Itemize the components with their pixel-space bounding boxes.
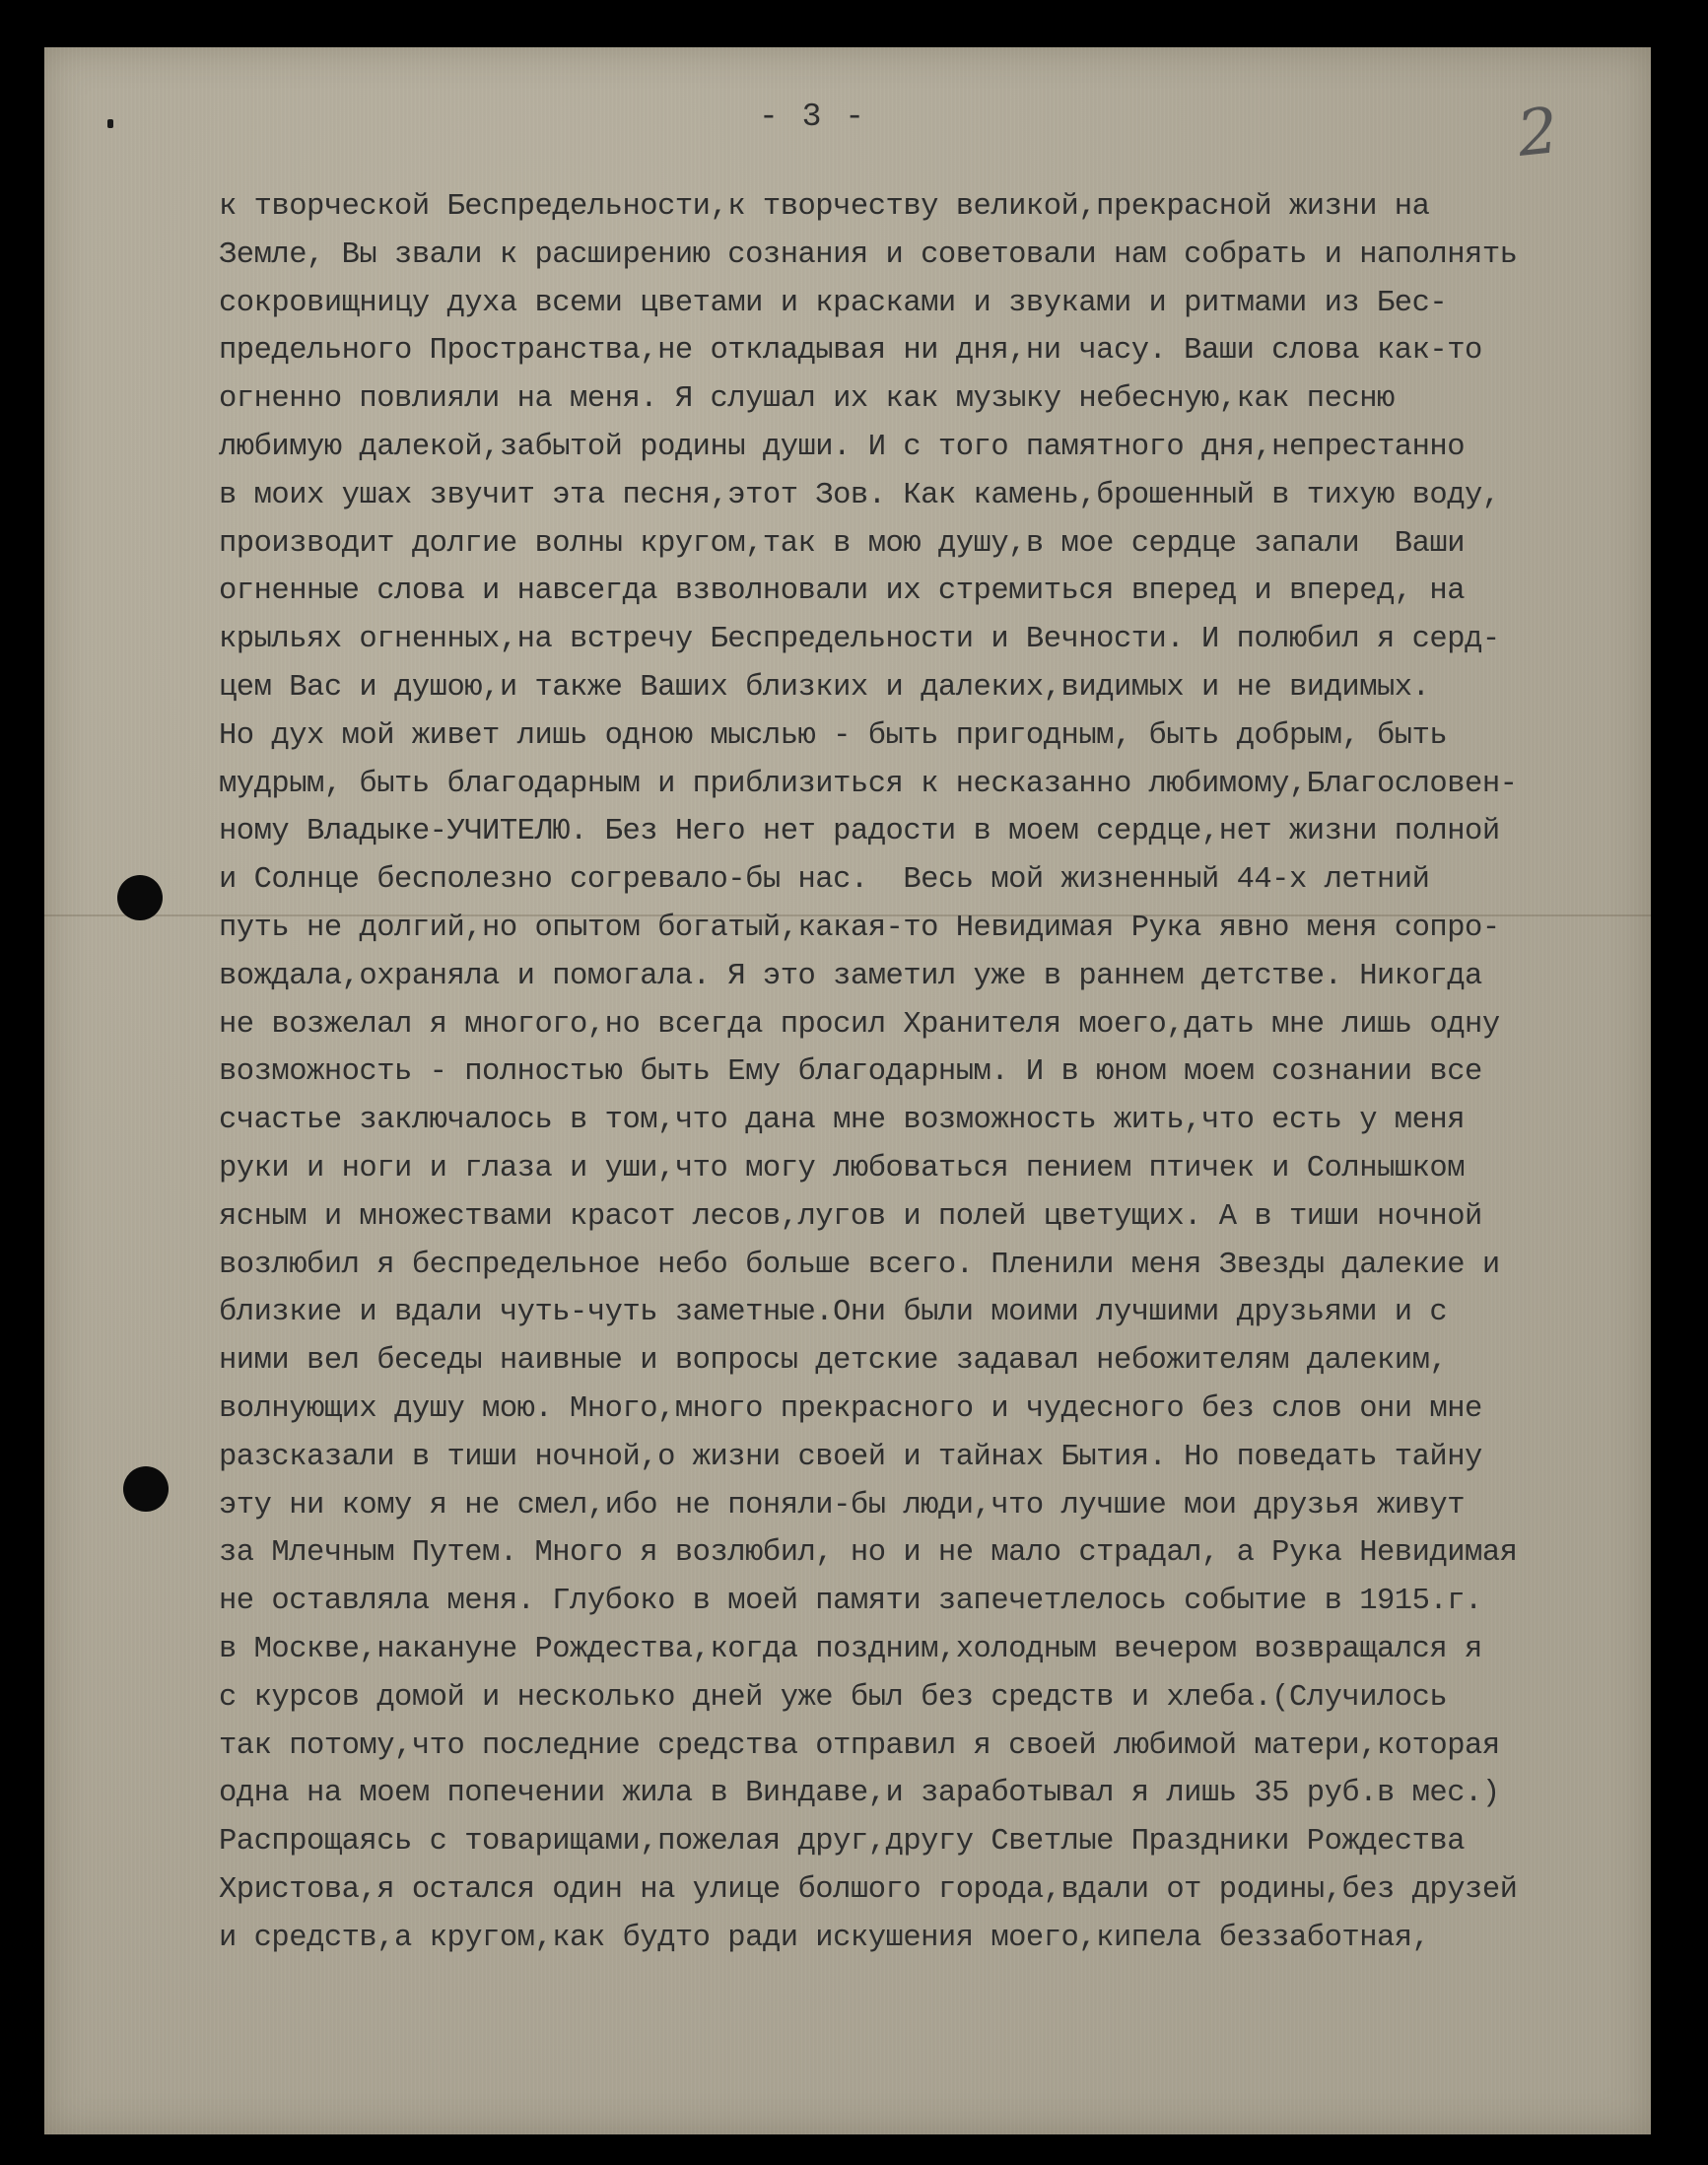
text-line: ному Владыке-УЧИТЕЛЮ. Без Него нет радости в моем сердце,нет жизни полной: [219, 815, 1500, 849]
text-line: счастье заключалось в том,что дана мне возможность жить,что есть у меня: [219, 1104, 1466, 1138]
text-line: и средств,а кругом,как будто ради искушения моего,кипела беззаботная,: [219, 1921, 1430, 1955]
text-line: Христова,я остался один на улице болшого города,вдали от родины,без друзей: [219, 1872, 1518, 1907]
text-line: огненные слова и навсегда взволновали их стремиться вперед и вперед, на: [219, 575, 1466, 609]
ink-mark: [107, 119, 113, 128]
text-line: Но дух мой живет лишь одною мыслью - быть пригодным, быть добрым, быть: [219, 718, 1448, 753]
text-line: путь не долгий,но опытом богатый,какая-то Невидимая Рука явно меня сопро-: [219, 911, 1500, 945]
punch-hole-bottom: [123, 1466, 169, 1512]
text-line: возможность - полностью быть Ему благодарным. И в юном моем сознании все: [219, 1055, 1482, 1090]
text-line: эту ни кому я не смел,ибо не поняли-бы люди,что лучшие мои друзья живут: [219, 1488, 1466, 1522]
text-line: и Солнце бесполезно согревало-бы нас. Весь мой жизненный 44-х летний: [219, 863, 1430, 898]
handwritten-sheet-number: 2: [1514, 95, 1562, 171]
text-line: крыльях огненных,на встречу Беспредельности и Вечности. И полюбил я серд-: [219, 623, 1500, 657]
punch-hole-top: [117, 875, 163, 920]
text-line: Распрощаясь с товарищами,пожелая друг,другу Светлые Праздники Рождества: [219, 1825, 1466, 1860]
page-number: - 3 -: [759, 99, 867, 135]
text-line: в моих ушах звучит эта песня,этот Зов. Как камень,брошенный в тихую воду,: [219, 478, 1500, 512]
text-line: сокровищницу духа всеми цветами и красками и звуками и ритмами из Бес-: [219, 286, 1448, 320]
text-line: к творческой Беспредельности,к творчеству великой,прекрасной жизни на: [219, 190, 1430, 224]
text-line: цем Вас и душою,и также Ваших близких и далеких,видимых и не видимых.: [219, 670, 1430, 705]
text-line: так потому,что последние средства отправил я своей любимой матери,которая: [219, 1728, 1500, 1763]
text-line: возлюбил я беспредельное небо больше всего. Пленили меня Звезды далекие и: [219, 1248, 1500, 1282]
text-line: Земле, Вы звали к расширению сознания и советовали нам собрать и наполнять: [219, 237, 1518, 272]
text-line: вождала,охраняла и помогала. Я это заметил уже в раннем детстве. Никогда: [219, 959, 1482, 993]
text-line: производит долгие волны кругом,так в мою душу,в мое сердце запали Ваши: [219, 526, 1466, 561]
typed-letter-body: [219, 183, 1658, 1962]
text-line: любимую далекой,забытой родины души. И с того памятного дня,непрестанно: [219, 430, 1466, 464]
text-line: одна на моем попечении жила в Виндаве,и заработывал я лишь 35 руб.в мес.): [219, 1777, 1500, 1811]
text-line: руки и ноги и глаза и уши,что могу любоваться пением птичек и Солнышком: [219, 1151, 1466, 1185]
text-line: за Млечным Путем. Много я возлюбил, но и не мало страдал, а Рука Невидимая: [219, 1536, 1518, 1571]
text-line: ясным и множествами красот лесов,лугов и полей цветущих. А в тиши ночной: [219, 1199, 1482, 1234]
text-line: не возжелал я многого,но всегда просил Хранителя моего,дать мне лишь одну: [219, 1007, 1500, 1042]
text-line: разсказали в тиши ночной,о жизни своей и тайнах Бытия. Но поведать тайну: [219, 1440, 1482, 1474]
text-line: волнующих душу мою. Много,много прекрасного и чудесного без слов они мне: [219, 1391, 1482, 1426]
text-line: ними вел беседы наивные и вопросы детские задавал небожителям далеким,: [219, 1344, 1448, 1379]
text-line: в Москве,накануне Рождества,когда поздним,холодным вечером возвращался я: [219, 1632, 1482, 1666]
text-line: огненно повлияли на меня. Я слушал их как музыку небесную,как песню: [219, 382, 1395, 417]
text-line: предельного Пространства,не откладывая ни дня,ни часу. Ваши слова как-то: [219, 334, 1482, 369]
text-line: мудрым, быть благодарным и приблизиться к несказанно любимому,Благословен-: [219, 767, 1518, 801]
text-line: близкие и вдали чуть-чуть заметные.Они были моими лучшими друзьями и с: [219, 1296, 1448, 1330]
text-line: не оставляла меня. Глубоко в моей памяти запечетлелось событие в 1915.г.: [219, 1585, 1482, 1619]
text-line: с курсов домой и несколько дней уже был без средств и хлеба.(Случилось: [219, 1680, 1448, 1715]
